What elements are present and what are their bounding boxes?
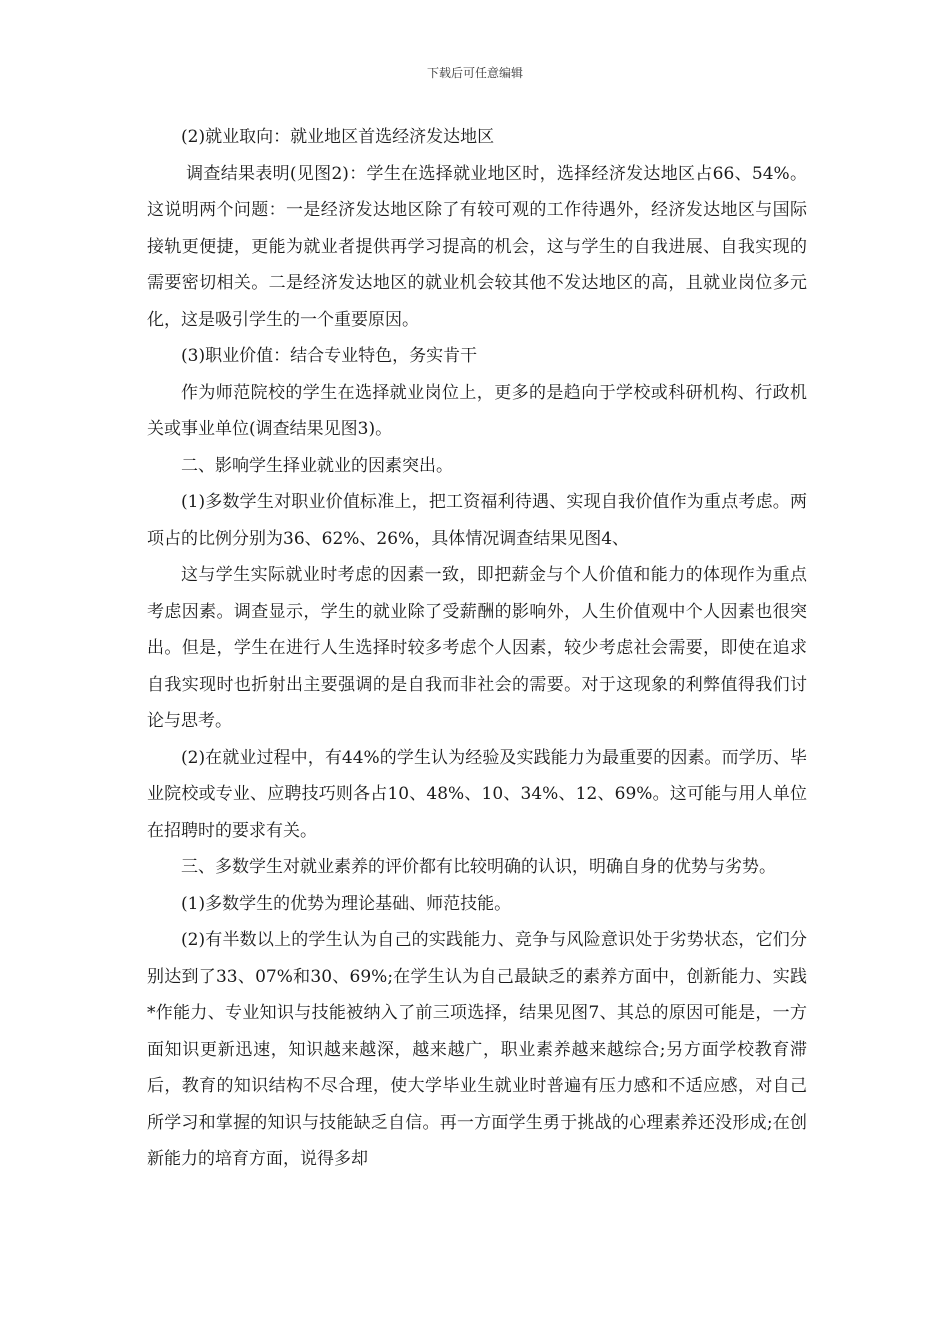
paragraph-3: (3)职业价值：结合专业特色，务实肯干 [181,346,478,366]
paragraph-2: 调查结果表明(见图2)：学生在选择就业地区时，选择经济发达地区占66、54%。这说明两个问题：一是经济发达地区除了有较可观的工作待遇外，经济发达地区与国际接轨更便捷，更能为就业者提供再学习提高的机会，这与学生的自我进展、自我实现的需要密切相关。二是经济发达地区的就业机会较其他不发达地区的高，且就业岗位多元化，这是吸引学生的一个重要原因。 [147,163,807,330]
paragraph-8: (2)在就业过程中，有44%的学生认为经验及实践能力为最重要的因素。而学历、毕业院校或专业、应聘技巧则各占10、48%、10、34%、12、69%。这可能与用人单位在招聘时的要求有关。 [147,747,807,841]
paragraph-1: (2)就业取向：就业地区首选经济发达地区 [181,127,495,147]
page-header: 下载后可任意编辑 [426,66,523,80]
paragraph-6: (1)多数学生对职业价值标准上，把工资福利待遇、实现自我价值作为重点考虑。两项占的比例分别为36、62%、26%，具体情况调查结果见图4、 [147,492,807,549]
paragraph-4: 作为师范院校的学生在选择就业岗位上，更多的是趋向于学校或科研机构、行政机关或事业单位(调查结果见图3)。 [147,382,807,439]
paragraph-7: 这与学生实际就业时考虑的因素一致，即把薪金与个人价值和能力的体现作为重点考虑因素。调查显示，学生的就业除了受薪酬的影响外，人生价值观中个人因素也很突出。但是，学生在进行人生选择时较多考虑个人因素，较少考虑社会需要，即使在追求自我实现时也折射出主要强调的是自我而非社会的需要。对于这现象的利弊值得我们讨论与思考。 [147,565,807,731]
document-body [147,119,807,1178]
paragraph-9: 三、多数学生对就业素养的评价都有比较明确的认识，明确自身的优势与劣势。 [181,857,776,877]
paragraph-11: (2)有半数以上的学生认为自己的实践能力、竞争与风险意识处于劣势状态，它们分别达到了33、07%和30、69%;在学生认为自己最缺乏的素养方面中，创新能力、实践*作能力、专业知识与技能被纳入了前三项选择，结果见图7、其总的原因可能是，一方面知识更新迅速，知识越来越深，越来越广，职业素养越来越综合;另方面学校教育滞后，教育的知识结构不尽合理，使大学毕业生就业时普遍有压力感和不适应感，对自己所学习和掌握的知识与技能缺乏自信。再一方面学生勇于挑战的心理素养还没形成;在创新能力的培育方面，说得多却 [147,930,807,1169]
paragraph-10: (1)多数学生的优势为理论基础、师范技能。 [181,893,512,914]
paragraph-5: 二、影响学生择业就业的因素突出。 [181,455,453,476]
